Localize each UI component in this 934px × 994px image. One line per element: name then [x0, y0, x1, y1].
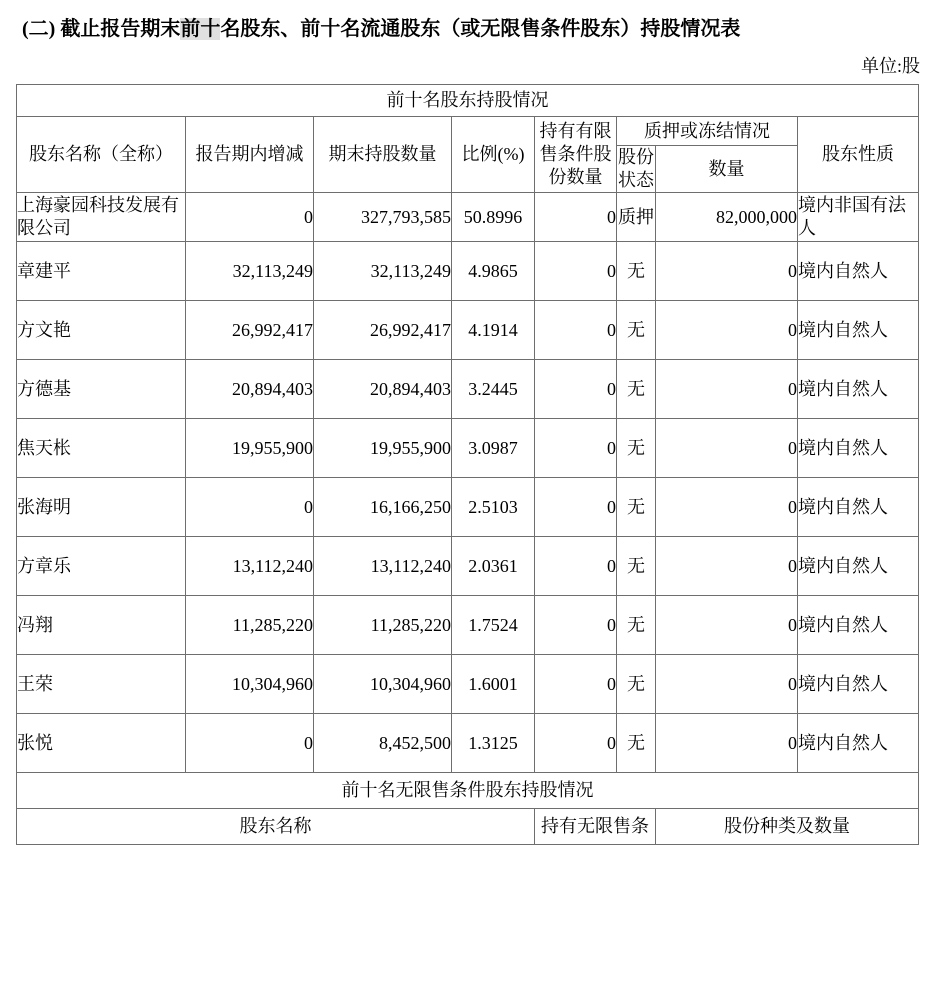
header-share-state: 股份状态 [617, 146, 656, 193]
cell-pledge-quantity: 0 [656, 301, 798, 360]
cell-shareholder-name: 冯翔 [17, 596, 186, 655]
cell-pledge-quantity: 0 [656, 537, 798, 596]
cell-end-holding: 327,793,585 [314, 193, 452, 242]
table-banner-row [17, 85, 919, 117]
cell-shareholder-nature: 境内自然人 [798, 714, 919, 773]
table-row [17, 419, 919, 478]
cell-pledge-quantity: 0 [656, 478, 798, 537]
table-row [17, 714, 919, 773]
cell-pledge-quantity: 0 [656, 596, 798, 655]
table-row [17, 301, 919, 360]
cell-ratio: 1.3125 [452, 714, 535, 773]
cell-shareholder-nature: 境内自然人 [798, 360, 919, 419]
shareholding-table [16, 84, 919, 845]
cell-period-change: 19,955,900 [186, 419, 314, 478]
cell-pledge-quantity: 0 [656, 419, 798, 478]
table-row [17, 596, 919, 655]
cell-end-holding: 32,113,249 [314, 242, 452, 301]
cell-restricted: 0 [535, 596, 617, 655]
cell-shareholder-name: 方章乐 [17, 537, 186, 596]
cell-shareholder-nature: 境内自然人 [798, 537, 919, 596]
cell-shareholder-name: 张海明 [17, 478, 186, 537]
cell-period-change: 13,112,240 [186, 537, 314, 596]
header-shareholder-name: 股东名称（全称） [17, 117, 186, 193]
bottom-banner: 前十名无限售条件股东持股情况 [17, 773, 919, 809]
cell-end-holding: 13,112,240 [314, 537, 452, 596]
table-row [17, 360, 919, 419]
cell-share-state: 无 [617, 301, 656, 360]
cell-period-change: 10,304,960 [186, 655, 314, 714]
cell-shareholder-nature: 境内非国有法人 [798, 193, 919, 242]
cell-end-holding: 20,894,403 [314, 360, 452, 419]
cell-ratio: 3.2445 [452, 360, 535, 419]
cell-ratio: 1.7524 [452, 596, 535, 655]
cell-end-holding: 19,955,900 [314, 419, 452, 478]
cell-shareholder-name: 方德基 [17, 360, 186, 419]
cell-ratio: 1.6001 [452, 655, 535, 714]
cell-share-state: 无 [617, 714, 656, 773]
cell-restricted: 0 [535, 193, 617, 242]
page-title-suffix: 名股东、前十名流通股东（或无限售条件股东）持股情况表 [220, 18, 741, 40]
table-row [17, 655, 919, 714]
cell-shareholder-name: 焦天枨 [17, 419, 186, 478]
cell-ratio: 4.9865 [452, 242, 535, 301]
cell-ratio: 2.0361 [452, 537, 535, 596]
cell-pledge-quantity: 0 [656, 655, 798, 714]
cell-shareholder-name: 张悦 [17, 714, 186, 773]
cell-restricted: 0 [535, 478, 617, 537]
bottom-header-shareholder-name: 股东名称 [17, 809, 535, 845]
cell-share-state: 无 [617, 596, 656, 655]
header-shareholder-nature: 股东性质 [798, 117, 919, 193]
cell-restricted: 0 [535, 301, 617, 360]
cell-shareholder-nature: 境内自然人 [798, 301, 919, 360]
cell-period-change: 0 [186, 478, 314, 537]
bottom-banner-row [17, 773, 919, 809]
table-row [17, 242, 919, 301]
table-banner: 前十名股东持股情况 [17, 85, 919, 117]
header-ratio: 比例(%) [452, 117, 535, 193]
page-title [22, 16, 740, 42]
cell-restricted: 0 [535, 242, 617, 301]
header-pledge-quantity: 数量 [656, 146, 798, 193]
header-period-change: 报告期内增减 [186, 117, 314, 193]
header-end-holding: 期末持股数量 [314, 117, 452, 193]
cell-end-holding: 10,304,960 [314, 655, 452, 714]
bottom-header-row [17, 809, 919, 845]
cell-share-state: 无 [617, 419, 656, 478]
cell-period-change: 11,285,220 [186, 596, 314, 655]
cell-shareholder-name: 章建平 [17, 242, 186, 301]
cell-ratio: 4.1914 [452, 301, 535, 360]
unit-note: 单位:股 [860, 56, 920, 76]
cell-end-holding: 8,452,500 [314, 714, 452, 773]
cell-ratio: 50.8996 [452, 193, 535, 242]
cell-shareholder-nature: 境内自然人 [798, 419, 919, 478]
cell-shareholder-nature: 境内自然人 [798, 655, 919, 714]
cell-shareholder-name: 王荣 [17, 655, 186, 714]
cell-end-holding: 11,285,220 [314, 596, 452, 655]
table-row [17, 478, 919, 537]
cell-restricted: 0 [535, 655, 617, 714]
cell-restricted: 0 [535, 419, 617, 478]
cell-restricted: 0 [535, 537, 617, 596]
cell-ratio: 3.0987 [452, 419, 535, 478]
cell-pledge-quantity: 0 [656, 714, 798, 773]
header-row-top [17, 117, 919, 146]
cell-end-holding: 26,992,417 [314, 301, 452, 360]
cell-end-holding: 16,166,250 [314, 478, 452, 537]
shareholding-table-wrapper [16, 84, 918, 845]
cell-period-change: 0 [186, 714, 314, 773]
cell-period-change: 32,113,249 [186, 242, 314, 301]
page-title-highlight: 前十 [180, 18, 221, 40]
cell-shareholder-nature: 境内自然人 [798, 242, 919, 301]
cell-period-change: 26,992,417 [186, 301, 314, 360]
header-pledge-freeze-group: 质押或冻结情况 [617, 117, 798, 146]
cell-share-state: 无 [617, 242, 656, 301]
cell-pledge-quantity: 0 [656, 360, 798, 419]
cell-pledge-quantity: 0 [656, 242, 798, 301]
cell-shareholder-nature: 境内自然人 [798, 478, 919, 537]
page-title-prefix: (二) 截止报告期末 [22, 18, 181, 40]
cell-pledge-quantity: 82,000,000 [656, 193, 798, 242]
cell-share-state: 无 [617, 478, 656, 537]
cell-shareholder-name: 方文艳 [17, 301, 186, 360]
table-row [17, 193, 919, 242]
cell-period-change: 20,894,403 [186, 360, 314, 419]
cell-restricted: 0 [535, 714, 617, 773]
cell-shareholder-name: 上海豪园科技发展有限公司 [17, 193, 186, 242]
table-row [17, 537, 919, 596]
bottom-header-share-kind-qty: 股份种类及数量 [656, 809, 919, 845]
cell-ratio: 2.5103 [452, 478, 535, 537]
header-restricted-shares: 持有有限售条件股份数量 [535, 117, 617, 193]
cell-share-state: 质押 [617, 193, 656, 242]
bottom-header-unrestricted: 持有无限售条 [535, 809, 656, 845]
cell-share-state: 无 [617, 360, 656, 419]
cell-share-state: 无 [617, 537, 656, 596]
cell-shareholder-nature: 境内自然人 [798, 596, 919, 655]
cell-restricted: 0 [535, 360, 617, 419]
cell-period-change: 0 [186, 193, 314, 242]
cell-share-state: 无 [617, 655, 656, 714]
